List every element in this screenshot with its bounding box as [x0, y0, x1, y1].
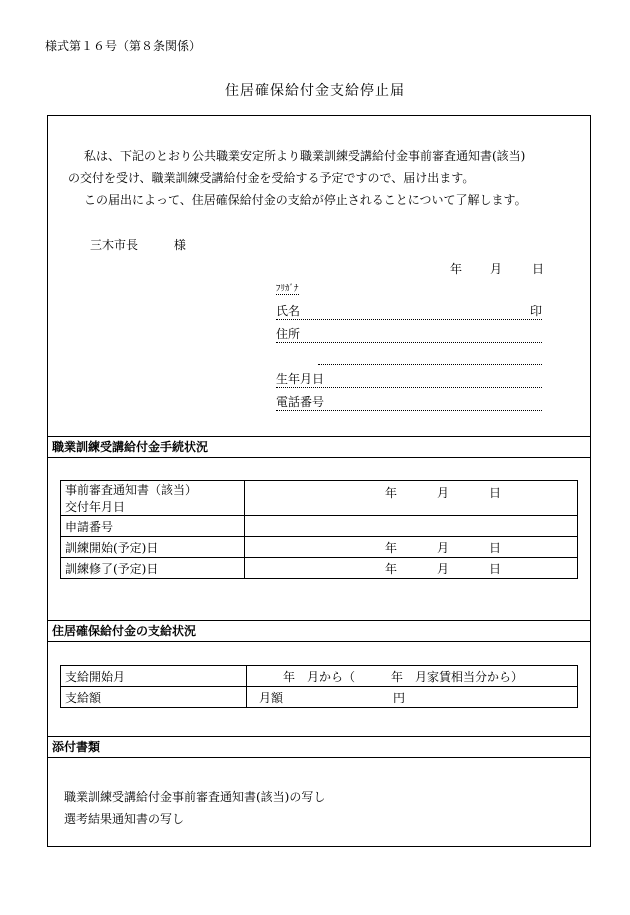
benefit-start-month-value[interactable]: 年 月から（ 年 月家賃相当分から）	[247, 666, 578, 687]
addressee-honorific: 様	[173, 238, 186, 252]
declaration-line-3: この届出によって、住居確保給付金の支給が停止されることについて了解します。	[84, 193, 527, 207]
benefit-amount-label: 支給額	[61, 687, 247, 708]
day-label: 日	[489, 540, 502, 555]
date-day-label: 日	[532, 262, 545, 276]
table-row	[61, 481, 578, 516]
table-row	[61, 666, 578, 687]
month-label: 月	[437, 540, 450, 555]
notice-label-line-1: 事前審査通知書（該当）	[65, 483, 198, 497]
address-label: 住所	[276, 327, 301, 341]
attachment-item-2: 選考結果通知書の写し	[64, 812, 185, 826]
training-start-label: 訓練開始(予定)日	[61, 537, 245, 558]
declaration-text	[68, 145, 578, 211]
birthdate-label: 生年月日	[276, 372, 325, 386]
furigana-label: ﾌﾘｶﾞﾅ	[276, 284, 299, 294]
section-attachments: 添付書類	[48, 736, 590, 758]
year-label: 年	[385, 486, 398, 500]
name-field[interactable]	[276, 303, 542, 320]
notice-label-line-2: 交付年月日	[65, 500, 126, 514]
form-frame	[47, 115, 591, 847]
month-label: 月	[437, 486, 450, 500]
phone-label: 電話番号	[276, 395, 325, 409]
benefit-amount-value[interactable]	[247, 687, 578, 708]
address-field[interactable]	[276, 326, 542, 343]
training-status-table	[60, 480, 578, 579]
form-number: 様式第１６号（第８条関係）	[45, 39, 202, 53]
section-housing-benefit-status: 住居確保給付金の支給状況	[48, 620, 590, 642]
addressee	[90, 236, 186, 253]
training-end-value[interactable]	[245, 558, 578, 579]
table-row	[61, 558, 578, 579]
application-number-value[interactable]	[245, 516, 578, 537]
furigana-field[interactable]	[276, 281, 542, 297]
table-row	[61, 516, 578, 537]
declaration-line-2: の交付を受け、職業訓練受講給付金を受給する予定ですので、届け出ます。	[68, 171, 475, 185]
name-label: 氏名	[276, 304, 301, 318]
document-title: 住居確保給付金支給停止届	[225, 83, 405, 99]
month-label: 月	[437, 561, 450, 576]
benefit-status-table	[60, 665, 578, 708]
section-training-status: 職業訓練受講給付金手続状況	[48, 436, 590, 458]
year-label: 年	[385, 561, 398, 576]
monthly-label: 月額	[259, 690, 284, 705]
table-row	[61, 687, 578, 708]
attachment-item-1: 職業訓練受講給付金事前審査通知書(該当)の写し	[64, 790, 326, 804]
day-label: 日	[489, 486, 502, 500]
application-number-label: 申請番号	[61, 516, 245, 537]
seal-mark: 印	[529, 304, 542, 318]
submission-date[interactable]	[450, 260, 544, 277]
yen-label: 円	[393, 690, 406, 705]
addressee-name: 三木市長	[90, 238, 139, 252]
declaration-line-1: 私は、下記のとおり公共職業安定所より職業訓練受講給付金事前審査通知書(該当)	[84, 149, 526, 163]
benefit-start-month-label: 支給開始月	[61, 666, 247, 687]
phone-field[interactable]	[276, 394, 542, 411]
birthdate-field[interactable]	[276, 371, 542, 388]
attachment-list	[64, 786, 325, 830]
notice-issue-date-label	[61, 481, 245, 516]
address-field-line-2[interactable]	[318, 348, 542, 365]
date-month-label: 月	[490, 262, 503, 276]
table-row	[61, 537, 578, 558]
day-label: 日	[489, 561, 502, 576]
training-start-value[interactable]	[245, 537, 578, 558]
year-label: 年	[385, 540, 398, 555]
training-end-label: 訓練修了(予定)日	[61, 558, 245, 579]
date-year-label: 年	[450, 262, 463, 276]
notice-issue-date-value[interactable]	[245, 481, 578, 516]
